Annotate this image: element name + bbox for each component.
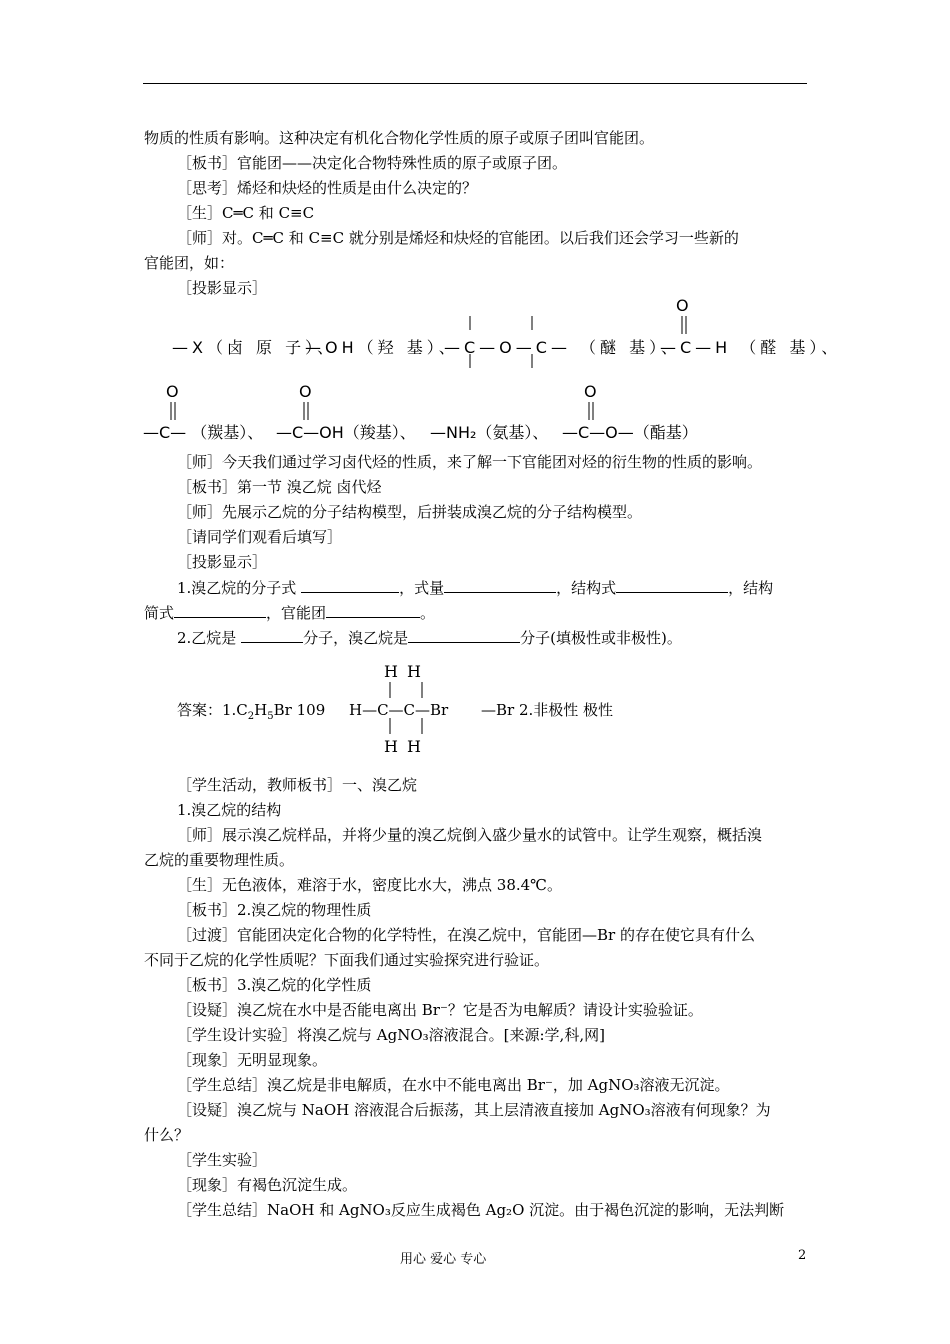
answer-blank[interactable] (241, 628, 303, 643)
ethyl-bromide-structure: H—C—C—Br (349, 701, 449, 719)
question-1 (177, 578, 773, 598)
answer-text: Br 109 (273, 701, 326, 719)
carbonyl-double-bonds (160, 400, 620, 422)
q1-text: 1.溴乙烷的分子式 (177, 579, 302, 597)
text-line (177, 228, 739, 248)
answer-blank[interactable] (174, 603, 266, 618)
text: 和 (254, 204, 279, 222)
page-footer: 用心 爱心 专心 (400, 1252, 487, 1267)
text-line: ［思考］烯烃和炔烃的性质是由什么决定的？ (177, 179, 478, 197)
text-line: ［现象］无明显现象。 (177, 1051, 328, 1069)
answer-tail: —Br 2.非极性 极性 (481, 701, 614, 719)
text-line: ［板书］官能团——决定化合物特殊性质的原子或原子团。 (177, 154, 568, 172)
text: 就分别是烯烃和炔烃的官能团。以后我们还会学习一些新的 (344, 229, 739, 247)
text-line: ［请同学们观看后填写］ (177, 528, 343, 546)
formula: C≡C (278, 204, 315, 222)
answer-h-top: H H (384, 662, 423, 681)
header-rule (143, 83, 807, 84)
question-2 (177, 628, 682, 648)
answer-blank[interactable] (616, 578, 728, 593)
text-line: ［现象］有褐色沉淀生成。 (177, 1176, 358, 1194)
carboxyl-group: —C—OH（羧基）、 (276, 423, 416, 442)
q1-text: ，结构式 (556, 579, 617, 597)
halogen-group: —X（卤 原 子）、 (172, 338, 338, 357)
text-line: ［生］无色液体，难溶于水，密度比水大，沸点 38.4℃。 (177, 876, 562, 894)
text-line: ［设疑］溴乙烷与 NaOH 溶液混合后振荡，其上层清液直接加 AgNO₃溶液有何现象？为 (177, 1101, 771, 1119)
subscript: 2 (247, 711, 255, 722)
text-line: 乙烷的重要物理性质。 (144, 851, 295, 869)
carbonyl-oxygen: O (166, 382, 179, 401)
answer-text: 答案：1.C (177, 701, 248, 719)
text-label: ［生］ (177, 204, 223, 222)
answer-blank[interactable] (326, 603, 420, 618)
text-line: ［设疑］溴乙烷在水中是否能电离出 Br⁻？它是否为电解质？请设计实验验证。 (177, 1001, 703, 1019)
text-line: 物质的性质有影响。这种决定有机化合物化学性质的原子或原子团叫官能团。 (144, 129, 655, 147)
q1-text: ，结构 (728, 579, 774, 597)
answer-h-bottom: H H (384, 737, 423, 756)
text-line (177, 203, 314, 223)
text-line: ［投影显示］ (177, 553, 268, 571)
text-line: ［板书］3.溴乙烷的化学性质 (177, 976, 372, 994)
ester-group: —C—O—（酯基） (562, 423, 698, 442)
text-label: ［师］对。 (177, 229, 253, 247)
hydroxyl-group: —OH（羟 基）、 (305, 338, 459, 357)
subscript: 5 (267, 711, 274, 722)
text-line: ［投影显示］ (177, 279, 268, 297)
formula: C═C (222, 204, 255, 222)
text-line: 不同于乙烷的化学性质呢？下面我们通过实验探究进行验证。 (144, 951, 550, 969)
answer-blank[interactable] (301, 578, 399, 593)
q1-text: 。 (420, 604, 436, 622)
answer-line (177, 700, 325, 727)
ester-oxygen: O (584, 382, 597, 401)
answer-text: H (254, 701, 268, 719)
aldehyde-group: —C—H （醛 基）、 (660, 338, 842, 357)
question-1-cont (144, 603, 435, 623)
aldehyde-oxygen: O (676, 296, 689, 315)
text: 和 (284, 229, 309, 247)
text-line: ［过渡］官能团决定化合物的化学特性，在溴乙烷中，官能团—Br 的存在使它具有什么 (177, 926, 755, 944)
q2-text: 分子(填极性或非极性)。 (520, 629, 682, 647)
text-line: ［学生总结］NaOH 和 AgNO₃反应生成褐色 Ag₂O 沉淀。由于褐色沉淀的影响，无法判断 (177, 1201, 785, 1219)
text-line: 1.溴乙烷的结构 (177, 801, 282, 819)
answer-blank[interactable] (408, 628, 520, 643)
page-number: 2 (798, 1248, 807, 1263)
text-line: ［学生设计实验］将溴乙烷与 AgNO₃溶液混合。[来源:学,科,网] (177, 1026, 605, 1044)
text-line: ［学生实验］ (177, 1151, 268, 1169)
text-line: 什么？ (144, 1126, 190, 1144)
ether-group: —C—O—C— （醚 基）、 (444, 338, 682, 357)
q1-text: ，官能团 (266, 604, 327, 622)
text-line: ［学生活动，教师板书］一、溴乙烷 (177, 776, 418, 794)
carboxyl-oxygen: O (299, 382, 312, 401)
answer-blank[interactable] (444, 578, 556, 593)
text-line: ［板书］2.溴乙烷的物理性质 (177, 901, 372, 919)
q2-text: 2.乙烷是 (177, 629, 242, 647)
text-line: ［师］展示溴乙烷样品，并将少量的溴乙烷倒入盛少量水的试管中。让学生观察，概括溴 (177, 826, 763, 844)
q1-text: 简式 (144, 604, 175, 622)
q2-text: 分子，溴乙烷是 (303, 629, 409, 647)
formula: C≡C (308, 229, 345, 247)
aldehyde-double-bond (676, 314, 696, 336)
text-line: 官能团，如： (144, 254, 235, 272)
text-line: ［板书］第一节 溴乙烷 卤代烃 (177, 478, 382, 496)
amino-group: —NH₂（氨基）、 (430, 423, 549, 442)
carbonyl-group: —C— （羰基）、 (143, 423, 264, 442)
text-line: ［师］今天我们通过学习卤代烃的性质，来了解一下官能团对烃的衍生物的性质的影响。 (177, 453, 763, 471)
formula: C═C (252, 229, 285, 247)
text-line: ［师］先展示乙烷的分子结构模型，后拼装成溴乙烷的分子结构模型。 (177, 503, 643, 521)
q1-text: ，式量 (399, 579, 445, 597)
text-line: ［学生总结］溴乙烷是非电解质，在水中不能电离出 Br⁻，加 AgNO₃溶液无沉淀。 (177, 1076, 730, 1094)
